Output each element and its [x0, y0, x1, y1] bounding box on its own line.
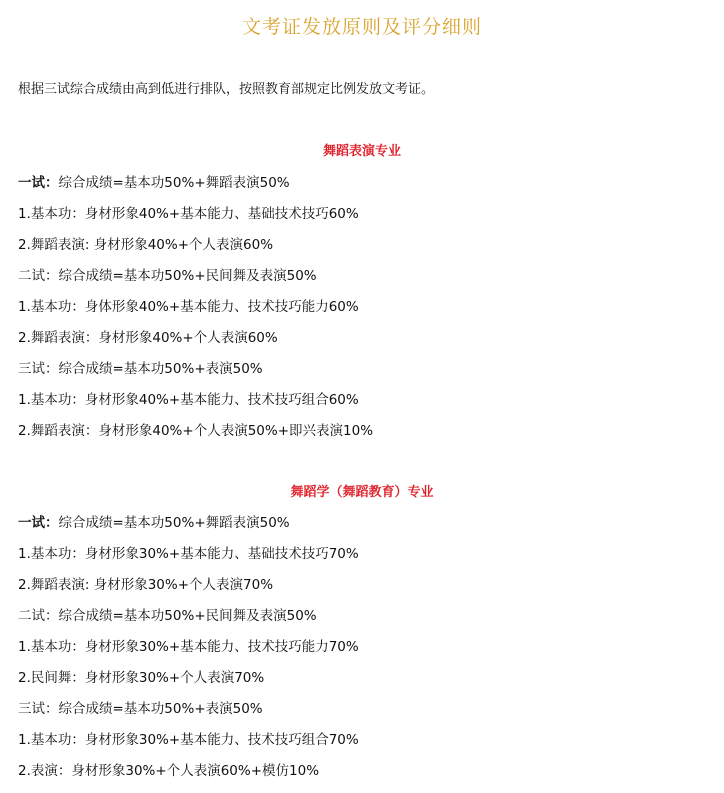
line-text: 二试：综合成绩=基本功50%+民间舞及表演50%	[18, 268, 317, 284]
page-title: 文考证发放原则及评分细则	[241, 16, 482, 38]
line-text: 综合成绩=基本功50%+舞蹈表演50%	[58, 515, 290, 531]
line-lead: 一试：	[18, 515, 59, 531]
list-item	[18, 295, 359, 315]
list-item	[18, 697, 263, 717]
line-text: 1.基本功：身材形象30%+基本能力、技术技巧组合70%	[18, 732, 359, 748]
line-text: 1.基本功：身材形象30%+基本能力、技术技巧能力70%	[18, 639, 359, 655]
list-item	[18, 326, 278, 346]
list-item	[18, 635, 359, 655]
list-item	[18, 419, 373, 439]
line-text: 1.基本功：身材形象40%+基本能力、基础技术技巧60%	[18, 206, 359, 222]
list-item	[18, 604, 317, 624]
line-text: 综合成绩=基本功50%+舞蹈表演50%	[58, 175, 290, 191]
line-text: 1.基本功：身材形象30%+基本能力、基础技术技巧70%	[18, 546, 359, 562]
list-item	[18, 233, 273, 253]
line-text: 2.民间舞：身材形象30%+个人表演70%	[18, 670, 265, 686]
section-heading-dance-education: 舞蹈学（舞蹈教育）专业	[290, 485, 434, 500]
intro-paragraph: 根据三试综合成绩由高到低进行排队，按照教育部规定比例发放文考证。	[18, 82, 435, 97]
list-item	[18, 759, 319, 779]
line-text: 2.表演：身材形象30%+个人表演60%+模仿10%	[18, 763, 320, 779]
list-item	[18, 357, 263, 377]
line-text: 2.舞蹈表演：身材形象40%+个人表演50%+即兴表演10%	[18, 423, 374, 439]
line-text: 2.舞蹈表演：身材形象40%+个人表演60%	[18, 330, 278, 346]
line-lead: 一试：	[18, 175, 59, 191]
line-text: 2.舞蹈表演: 身材形象40%+个人表演60%	[18, 237, 274, 253]
list-item	[18, 573, 273, 593]
list-item	[18, 264, 317, 284]
line-text: 二试：综合成绩=基本功50%+民间舞及表演50%	[18, 608, 317, 624]
line-text: 1.基本功：身体形象40%+基本能力、技术技巧能力60%	[18, 299, 359, 315]
list-item	[18, 171, 290, 191]
list-item	[18, 511, 290, 531]
section-heading-dance-performance: 舞蹈表演专业	[322, 144, 401, 159]
line-text: 三试：综合成绩=基本功50%+表演50%	[18, 361, 263, 377]
line-text: 2.舞蹈表演: 身材形象30%+个人表演70%	[18, 577, 274, 593]
list-item	[18, 728, 359, 748]
line-text: 1.基本功：身材形象40%+基本能力、技术技巧组合60%	[18, 392, 359, 408]
list-item	[18, 542, 359, 562]
list-item	[18, 202, 359, 222]
list-item	[18, 666, 264, 686]
list-item	[18, 388, 359, 408]
line-text: 三试：综合成绩=基本功50%+表演50%	[18, 701, 263, 717]
